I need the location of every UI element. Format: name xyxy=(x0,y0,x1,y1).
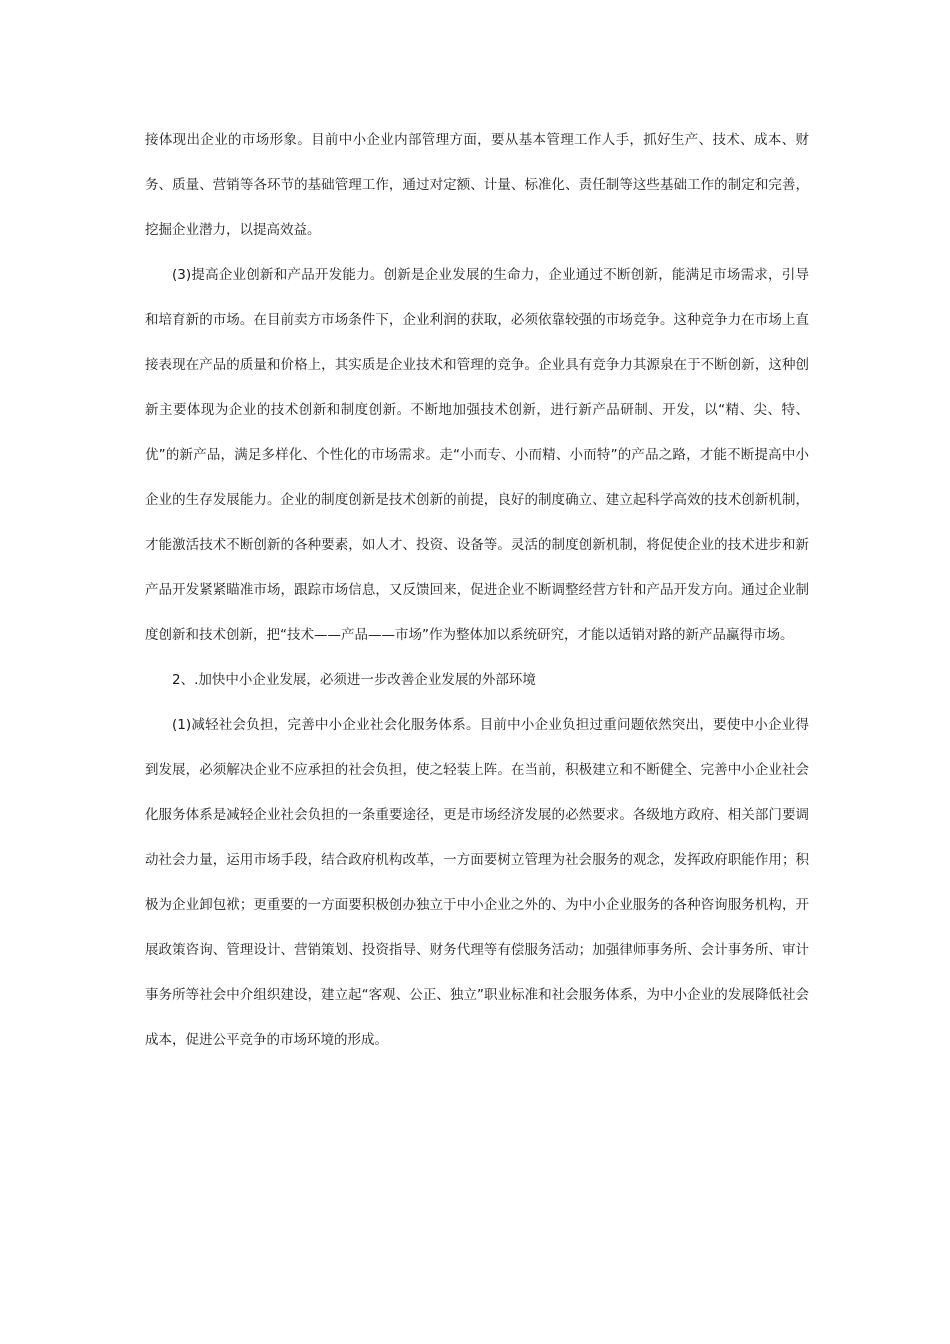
document-body xyxy=(145,118,809,1063)
paragraph-management-continuation: 接体现出企业的市场形象。目前中小企业内部管理方面，要从基本管理工作人手，抓好生产、技术、成本、财务、质量、营销等各环节的基础管理工作，通过对定额、计量、标准化、责任制等这些基础工作的制定和完善，挖掘企业潜力，以提高效益。 xyxy=(145,132,809,238)
section-heading-external-environment: 2、.加快中小企业发展，必须进一步改善企业发展的外部环境 xyxy=(172,672,536,688)
paragraph-social-burden: (1)减轻社会负担，完善中小企业社会化服务体系。目前中小企业负担过重问题依然突出，要使中小企业得到发展，必须解决企业不应承担的社会负担，使之轻装上阵。在当前，积极建立和不断健全、完善中小企业社会化服务体系是减轻企业社会负担的一条重要途径，更是市场经济发展的必然要求。各级地方政府、相关部门要调动社会力量，运用市场手段，结合政府机构改革，一方面要树立管理为社会服务的观念，发挥政府职能作用；积极为企业卸包袱；更重要的一方面要积极创办独立于中小企业之外的、为中小企业服务的各种咨询服务机构，开展政策咨询、管理设计、营销策划、投资指导、财务代理等有偿服务活动；加强律师事务所、会计事务所、审计事务所等社会中介组织建设，建立起“客观、公正、独立”职业标准和社会服务体系，为中小企业的发展降低社会成本，促进公平竞争的市场环境的形成。 xyxy=(145,717,809,1048)
paragraph-innovation: (3)提高企业创新和产品开发能力。创新是企业发展的生命力，企业通过不断创新，能满足市场需求，引导和培育新的市场。在目前卖方市场条件下，企业利润的获取，必须依靠较强的市场竞争。这种竞争力在市场上直接表现在产品的质量和价格上，其实质是企业技术和管理的竞争。企业具有竞争力其源泉在于不断创新，这种创新主要体现为企业的技术创新和制度创新。不断地加强技术创新，进行新产品研制、开发，以“精、尖、特、优”的新产品，满足多样化、个性化的市场需求。走“小而专、小而精、小而特”的产品之路，才能不断提高中小企业的生存发展能力。企业的制度创新是技术创新的前提，良好的制度确立、建立起科学高效的技术创新机制，才能激活技术不断创新的各种要素，如人才、投资、设备等。灵活的制度创新机制，将促使企业的技术进步和新产品开发紧紧瞄准市场，跟踪市场信息，又反馈回来，促进企业不断调整经营方针和产品开发方向。通过企业制度创新和技术创新，把“技术——产品——市场”作为整体加以系统研究，才能以适销对路的新产品赢得市场。 xyxy=(145,267,809,643)
